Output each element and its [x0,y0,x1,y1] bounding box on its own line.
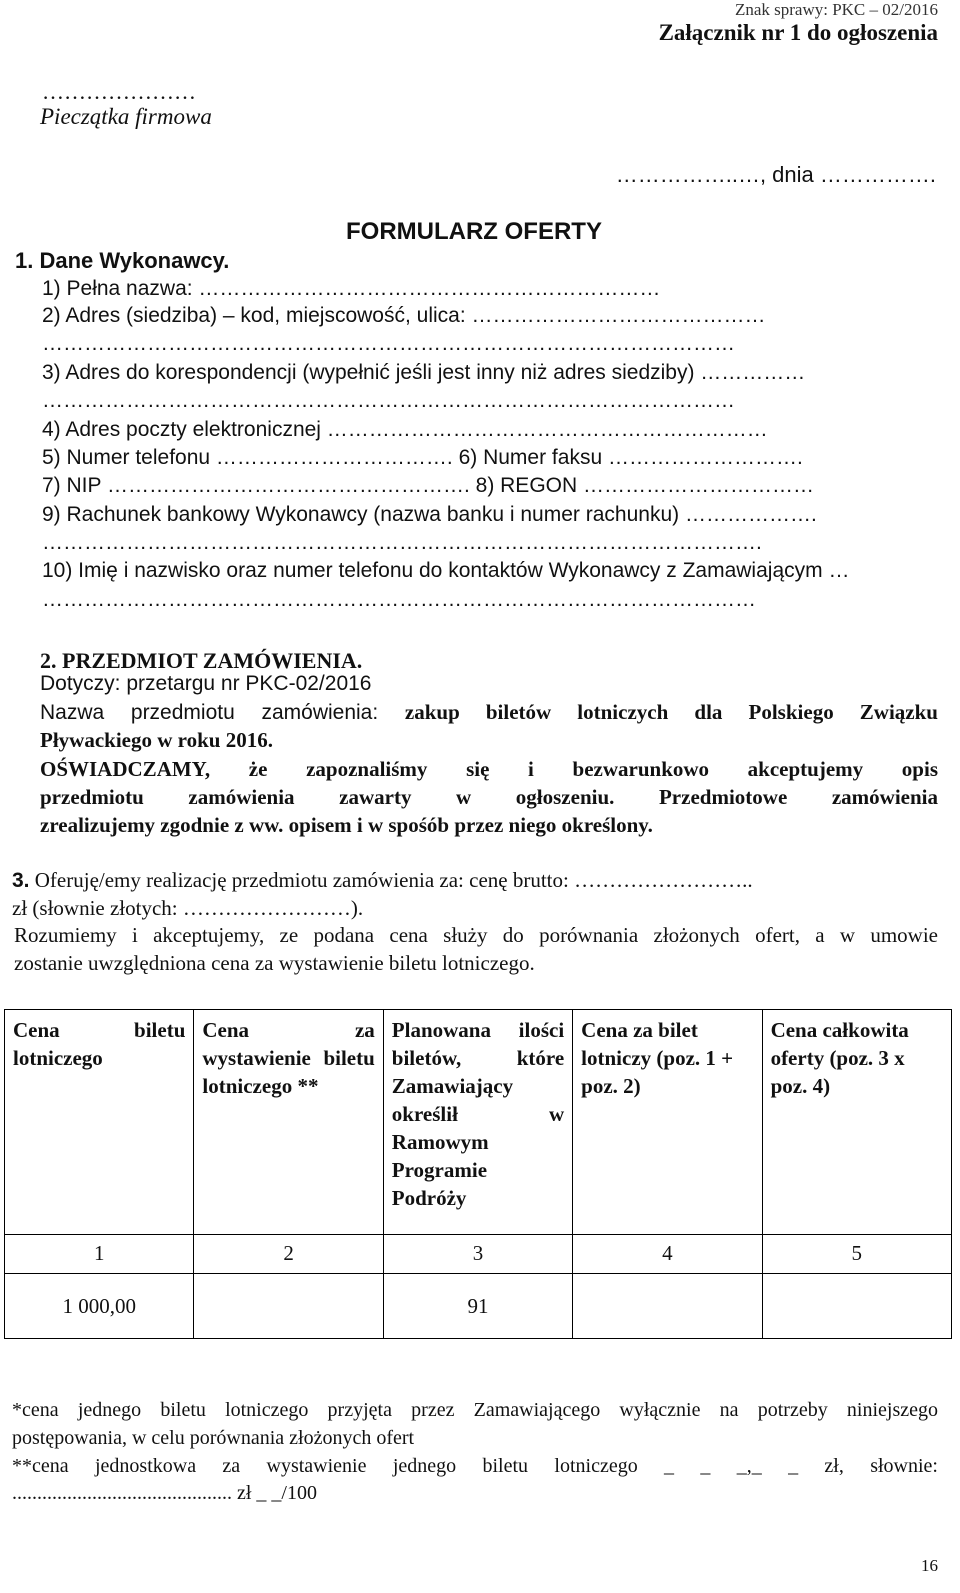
field-address-continuation[interactable]: ……………………………………………………………………………………… [42,332,735,355]
declaration-line-2: przedmiotu zamówienia zawarty w ogłoszeniu. Przedmiotowe zamówienia [40,785,938,809]
offer-price-field[interactable]: Oferuję/emy realizację przedmiotu zamówienia za: cenę brutto: …………………….. [34,868,753,892]
field-bank-continuation[interactable]: …………………………………………………………………………………………. [42,531,762,554]
subject-name: zakup biletów lotniczych dla Polskiego Związku [404,700,938,724]
footnote-2-line-2: ............................................ zł _ _/100 [12,1482,317,1504]
tender-reference: Dotyczy: przetargu nr PKC-02/2016 [40,672,372,695]
section3-line[interactable] [12,868,753,893]
column-number: 2 [194,1235,383,1274]
case-reference: Znak sprawy: PKC – 02/2016 [734,0,938,19]
declaration-line-3: zrealizujemy zgodnie z ww. opisem i w spośób przez niego określony. [40,813,653,837]
header-issue-fee: Cena za wystawienie biletu lotniczego ** [194,1010,383,1235]
footnote-2-line-1: **cena jednostkowa za wystawienie jednego biletu lotniczego _ _ _,_ _ zł, słownie: [12,1455,938,1477]
column-number: 4 [573,1235,762,1274]
offer-price-words[interactable]: zł (słownie złotych: ……………………). [12,896,364,920]
column-number: 1 [5,1235,194,1274]
value-price-per-ticket[interactable] [573,1274,762,1339]
table-header-row [5,1010,952,1235]
section1-title: 1. Dane Wykonawcy. [15,248,230,273]
column-number: 5 [762,1235,951,1274]
stamp-placeholder-dots: ………………… [42,79,196,104]
header-price-per-ticket: Cena za bilet lotniczy (poz. 1 + poz. 2) [573,1010,762,1235]
column-number: 3 [383,1235,572,1274]
table-value-row [5,1274,952,1339]
stamp-label: Pieczątka firmowa [40,104,212,129]
page-number: 16 [921,1556,938,1575]
value-total-price[interactable] [762,1274,951,1339]
field-contact-continuation[interactable]: ………………………………………………………………………………………… [42,588,756,611]
field-bank-account[interactable]: 9) Rachunek bankowy Wykonawcy (nazwa banku i numer rachunku) ………………. [42,503,817,526]
header-ticket-price: Cena biletu lotniczego [5,1010,194,1235]
field-address[interactable]: 2) Adres (siedziba) – kod, miejscowość, ulica: …………………………………… [42,304,766,327]
header-total-price: Cena całkowita oferty (poz. 3 x poz. 4) [762,1010,951,1235]
subject-prefix: Nazwa przedmiotu zamówienia: [40,701,379,724]
declaration-line-1: OŚWIADCZAMY, że zapoznaliśmy się i bezwarunkowo akceptujemy opis [40,757,938,781]
attachment-title: Załącznik nr 1 do ogłoszenia [658,20,938,45]
value-ticket-price: 1 000,00 [5,1274,194,1339]
price-note-line-2: zostanie uwzględniona cena za wystawienie biletu lotniczego. [14,951,535,975]
field-nip-regon[interactable]: 7) NIP ……………………………………………. 8) REGON …………………………… [42,474,814,497]
section2-title: 2. PRZEDMIOT ZAMÓWIENIA. [40,648,363,673]
footnote-1-line-1: *cena jednego biletu lotniczego przyjęta przez Zamawiającego wyłącznie na potrzeby niniejszego [12,1399,938,1421]
value-planned-tickets: 91 [383,1274,572,1339]
price-table [4,1009,952,1339]
footnote-1-line-2: postępowania, w celu porównania złożonych ofert [12,1427,415,1449]
place-date-line: ……………..…, dnia ……………. [615,162,936,187]
field-contact-person[interactable]: 10) Imię i nazwisko oraz numer telefonu do kontaktów Wykonawcy z Zamawiającym … [42,559,850,582]
price-note-line-1: Rozumiemy i akceptujemy, ze podana cena służy do porównania złożonych ofert, a w umowie [14,923,938,947]
section3-number: 3. [12,869,30,892]
subject-continuation: Pływackiego w roku 2016. [40,728,273,752]
header-planned-tickets: Planowana ilości biletów, które Zamawiający określił w Ramowym Programie Podróży [383,1010,572,1235]
form-title: FORMULARZ OFERTY [346,218,602,245]
field-correspondence-address[interactable]: 3) Adres do korespondencji (wypełnić jeśli jest inny niż adres siedziby) …………… [42,361,806,384]
field-full-name[interactable]: 1) Pełna nazwa: ………………………………………………………… [42,277,661,300]
field-phone-fax[interactable]: 5) Numer telefonu ……………………………. 6) Numer faksu ………………………. [42,446,803,469]
value-issue-fee[interactable] [194,1274,383,1339]
field-correspondence-continuation[interactable]: ……………………………………………………………………………………… [42,389,735,412]
field-email[interactable]: 4) Adres poczty elektronicznej ……………………………………………………… [42,418,768,441]
table-number-row [5,1235,952,1274]
subject-line [40,700,938,725]
